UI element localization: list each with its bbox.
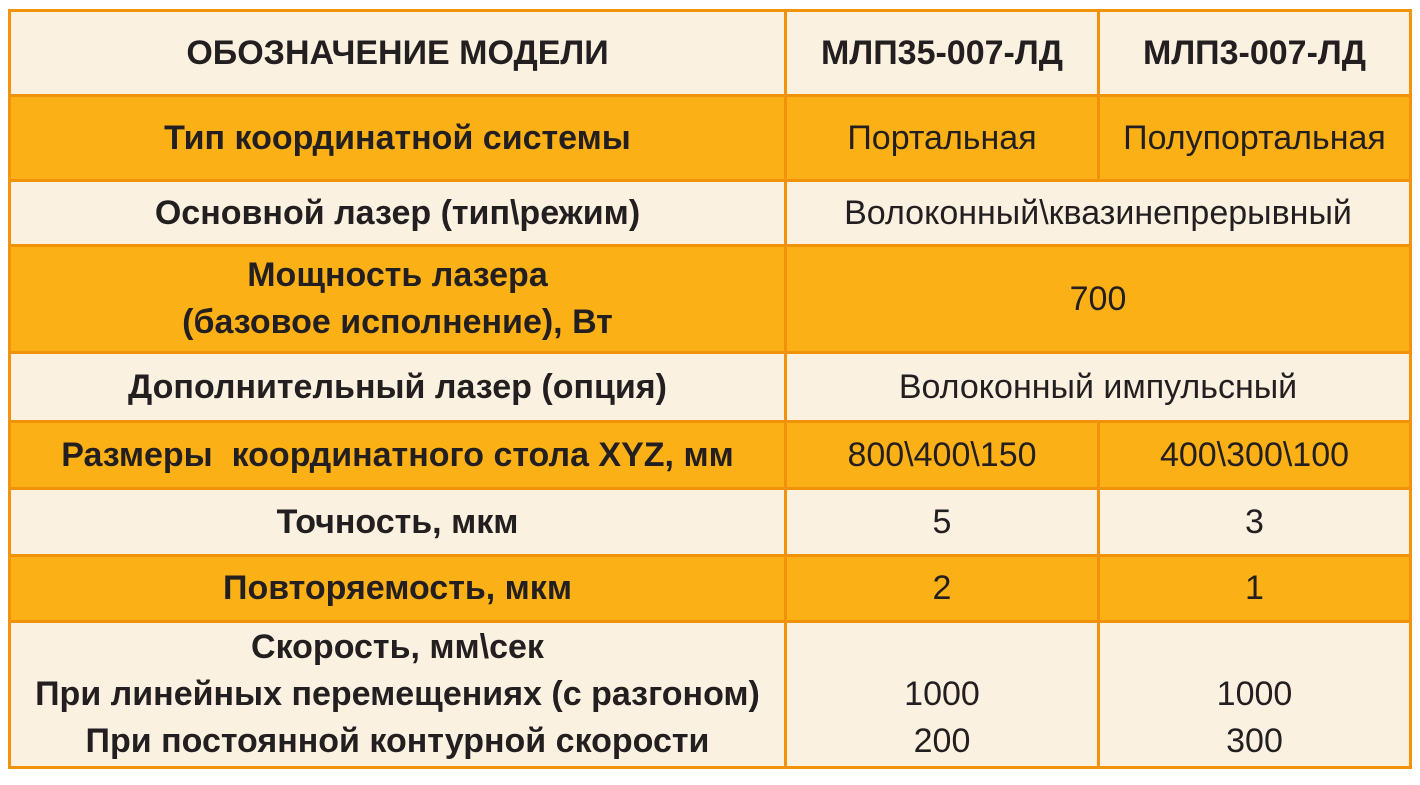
repeatability-label-cell — [11, 557, 784, 620]
speed-value-1-cell — [787, 623, 1097, 766]
laser-power-label-line1: Мощность лазера — [247, 256, 548, 294]
speed-label-line3: При постоянной контурной скорости — [85, 722, 710, 760]
header-cell-model-1 — [787, 12, 1097, 94]
accuracy-label: Точность, мкм — [276, 502, 519, 541]
header-cell-model-2 — [1100, 12, 1409, 94]
speed-value-2-cell — [1100, 623, 1409, 766]
model-2-name: МЛП3-007-ЛД — [1143, 33, 1366, 72]
main-laser-label-cell — [11, 182, 784, 244]
table-size-label: Размеры координатного стола XYZ, мм — [61, 435, 734, 474]
repeatability-value-2-cell — [1100, 557, 1409, 620]
speed-label-line2: При линейных перемещениях (с разгоном) — [35, 675, 760, 713]
laser-power-value: 700 — [1069, 279, 1127, 318]
accuracy-value-2: 3 — [1245, 502, 1264, 541]
main-laser-value: Волоконный\квазинепрерывный — [844, 193, 1352, 232]
laser-power-label-line2: (базовое исполнение), Вт — [182, 303, 613, 341]
repeatability-value-1: 2 — [932, 569, 952, 607]
repeatability-label: Повторяемость, мкм — [223, 569, 572, 607]
laser-power-label-cell — [11, 247, 784, 351]
accuracy-label-cell — [11, 490, 784, 554]
coord-system-value-1: Портальная — [847, 118, 1037, 157]
speed-label-cell — [11, 623, 784, 766]
coord-system-value-2: Полупортальная — [1123, 118, 1386, 157]
accuracy-value-1: 5 — [932, 502, 952, 541]
coord-system-value-1-cell — [787, 97, 1097, 179]
speed-value-1-contour: 200 — [913, 722, 971, 760]
coord-system-label-cell — [11, 97, 784, 179]
table-size-value-1-cell — [787, 423, 1097, 487]
laser-power-value-cell — [787, 247, 1409, 351]
repeatability-value-1-cell — [787, 557, 1097, 620]
speed-value-1-spacer — [787, 624, 1097, 671]
coord-system-label: Тип координатной системы — [164, 118, 631, 157]
header-cell-parameter — [11, 12, 784, 94]
speed-value-2-linear: 1000 — [1216, 675, 1293, 713]
table-size-label-cell — [11, 423, 784, 487]
speed-value-2-spacer — [1100, 624, 1409, 671]
table-size-value-1: 800\400\150 — [847, 435, 1037, 474]
table-size-value-2-cell — [1100, 423, 1409, 487]
speed-value-1-linear: 1000 — [904, 675, 980, 713]
repeatability-value-2: 1 — [1245, 569, 1264, 607]
model-1-name: МЛП35-007-ЛД — [821, 33, 1063, 72]
extra-laser-label: Дополнительный лазер (опция) — [128, 367, 667, 406]
speed-value-2-contour: 300 — [1226, 722, 1283, 760]
extra-laser-value: Волоконный импульсный — [898, 367, 1298, 406]
main-laser-label: Основной лазер (тип\режим) — [154, 193, 641, 232]
coord-system-value-2-cell — [1100, 97, 1409, 179]
accuracy-value-2-cell — [1100, 490, 1409, 554]
speed-label-line1: Скорость, мм\сек — [251, 628, 544, 666]
header-parameter-label: ОБОЗНАЧЕНИЕ МОДЕЛИ — [186, 33, 609, 72]
table-size-value-2: 400\300\100 — [1159, 435, 1350, 474]
spec-table — [8, 9, 1412, 769]
main-laser-value-cell — [787, 182, 1409, 244]
extra-laser-label-cell — [11, 354, 784, 420]
extra-laser-value-cell — [787, 354, 1409, 420]
accuracy-value-1-cell — [787, 490, 1097, 554]
